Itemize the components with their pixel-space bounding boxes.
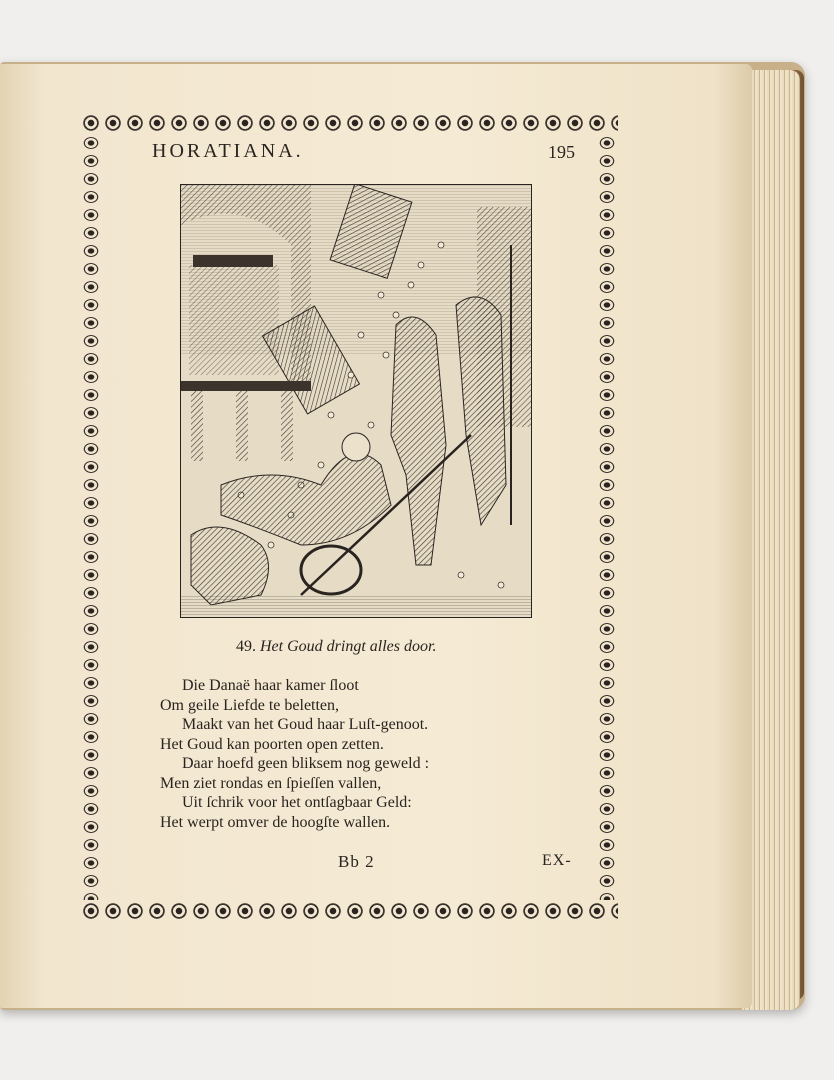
verse-line: Uit ſchrik voor het ontſagbaar Geld:: [182, 794, 412, 811]
border-top: [80, 112, 618, 134]
caption-title: Het Goud dringt alles door.: [260, 638, 437, 655]
illustration-caption: [236, 638, 436, 656]
caption-number: 49.: [236, 638, 256, 655]
border-right: [596, 134, 618, 900]
engraving-image: [181, 185, 531, 617]
signature-mark: Bb 2: [338, 852, 375, 871]
verse-line: Om geile Liefde te beletten,: [160, 696, 340, 714]
verse-line: Men ziet rondas en ſpieſſen vallen,: [160, 774, 382, 792]
verse-block: [160, 676, 560, 832]
verse-line: Daar hoefd geen bliksem nog geweld :: [182, 755, 430, 772]
catchword: EX-: [542, 852, 572, 869]
verse-line: Het Goud kan poorten open zetten.: [160, 735, 384, 753]
running-head: HORATIANA.: [152, 140, 304, 162]
verse-line: Maakt van het Goud haar Luſt-genoot.: [182, 716, 429, 733]
page-number: 195: [548, 142, 575, 162]
border-bottom: [80, 900, 618, 922]
verse-line: Die Danaë haar kamer ſloot: [182, 677, 359, 694]
verse-line: Het werpt omver de hoogſte wallen.: [160, 813, 391, 831]
engraving-illustration: [180, 184, 532, 618]
border-left: [80, 134, 102, 900]
